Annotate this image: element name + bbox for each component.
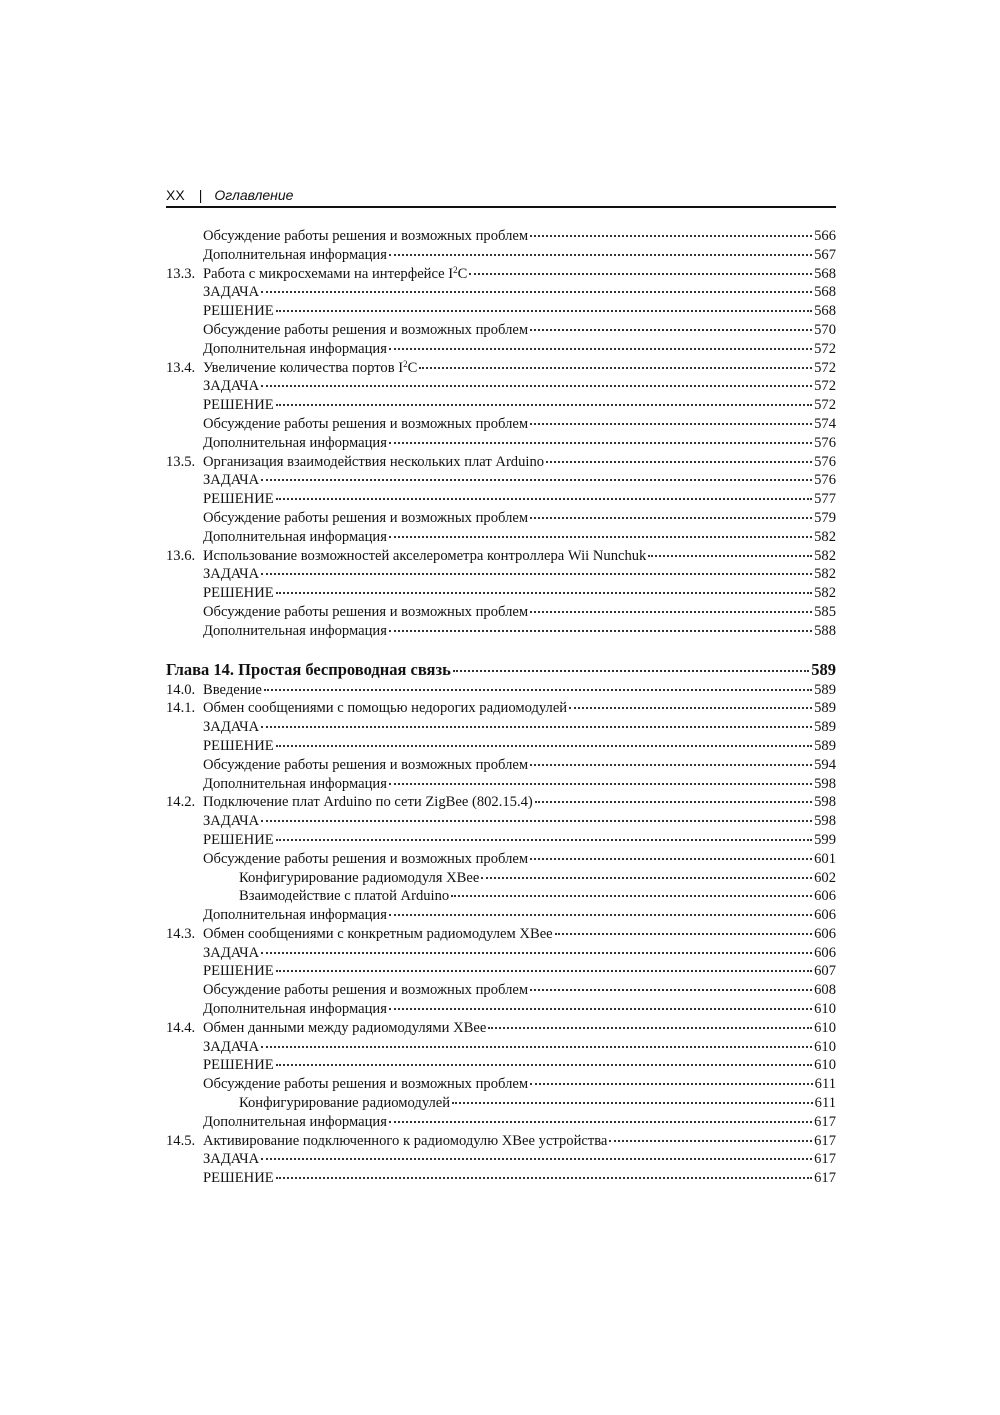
toc-entry-title: Обсуждение работы решения и возможных проблем — [203, 756, 529, 773]
toc-entry-title: Обсуждение работы решения и возможных проблем — [203, 228, 529, 244]
dot-leader — [530, 235, 812, 237]
dot-leader — [276, 1064, 812, 1066]
dot-leader — [261, 820, 812, 822]
toc-entry[interactable] — [166, 622, 836, 641]
dot-leader — [276, 1177, 812, 1179]
table-of-contents — [166, 227, 836, 1188]
dot-leader — [261, 573, 812, 575]
toc-entry-title: ЗАДАЧА — [203, 1038, 260, 1055]
toc-entry[interactable] — [166, 265, 836, 284]
toc-page-number: 572 — [814, 397, 836, 414]
toc-page-number: 589 — [814, 700, 836, 717]
dot-leader — [261, 479, 812, 481]
page-number: XX — [166, 187, 185, 203]
toc-page-number: 582 — [814, 528, 836, 545]
toc-entry-title: Обсуждение работы решения и возможных проблем — [203, 509, 529, 526]
toc-entry-title: РЕШЕНИЕ — [203, 831, 274, 848]
dot-leader — [261, 1046, 812, 1048]
dot-leader — [451, 895, 812, 897]
toc-page-number: 588 — [814, 622, 836, 639]
toc-page-number: 568 — [814, 303, 836, 320]
dot-leader — [261, 291, 812, 293]
toc-entry-title: Обсуждение работы решения и возможных проблем — [203, 1076, 529, 1093]
dot-leader — [389, 1121, 812, 1123]
dot-leader — [389, 442, 812, 444]
dot-leader — [389, 254, 812, 256]
toc-entry-title: РЕШЕНИЕ — [203, 963, 274, 980]
toc-entry-title: ЗАДАЧА — [203, 719, 260, 736]
dot-leader — [609, 1140, 812, 1142]
toc-entry-title: Работа с микросхемами на интерфейсе $I^2C$ — [203, 264, 468, 282]
toc-entry-title: РЕШЕНИЕ — [203, 737, 274, 754]
toc-entry[interactable] — [166, 737, 836, 756]
toc-entry-title: Дополнительная информация — [203, 1001, 387, 1018]
toc-page-number: 601 — [814, 850, 836, 867]
dot-leader — [276, 592, 812, 594]
toc-entry[interactable] — [166, 775, 836, 794]
dot-leader — [453, 670, 809, 672]
toc-entry[interactable] — [166, 453, 836, 472]
toc-entry-title: Дополнительная информация — [203, 340, 387, 357]
toc-page-number: 589 — [814, 719, 836, 736]
toc-page-number: 617 — [814, 1170, 836, 1187]
toc-page-number: 606 — [814, 944, 836, 961]
toc-entry[interactable] — [166, 718, 836, 737]
dot-leader — [530, 329, 812, 331]
toc-page-number: 568 — [814, 265, 836, 282]
dot-leader — [555, 933, 812, 935]
toc-entry[interactable] — [166, 906, 836, 925]
toc-chapter-entry[interactable] — [166, 659, 836, 681]
dot-leader — [469, 273, 812, 275]
toc-entry-title: Взаимодействие с платой Arduino — [239, 888, 450, 905]
toc-page-number: 598 — [814, 813, 836, 830]
toc-page-number: 585 — [814, 603, 836, 620]
toc-page-number: 608 — [814, 982, 836, 999]
toc-page-number: 576 — [814, 472, 836, 489]
dot-leader — [261, 1158, 812, 1160]
toc-entry[interactable] — [166, 227, 836, 246]
toc-entry-number: 14.0. — [166, 681, 196, 698]
toc-entry-title: Использование возможностей акселерометра контроллера Wii Nunchuk — [203, 547, 647, 564]
toc-entry[interactable] — [166, 359, 836, 378]
toc-entry-title: Обсуждение работы решения и возможных проблем — [203, 415, 529, 432]
toc-page-number: 611 — [814, 1076, 836, 1093]
dot-leader — [389, 1008, 812, 1010]
toc-page-number: 570 — [814, 321, 836, 338]
running-title: Оглавление — [214, 187, 294, 203]
toc-entry[interactable] — [166, 377, 836, 396]
toc-page-number: 577 — [814, 491, 836, 508]
dot-leader — [389, 783, 812, 785]
toc-entry[interactable] — [166, 850, 836, 869]
toc-entry[interactable] — [166, 302, 836, 321]
toc-entry-title: ЗАДАЧА — [203, 566, 260, 583]
dot-leader — [264, 689, 812, 691]
toc-entry[interactable] — [166, 812, 836, 831]
toc-entry[interactable] — [166, 962, 836, 981]
toc-page-number: 610 — [814, 1057, 836, 1074]
toc-page-number: 617 — [814, 1151, 836, 1168]
toc-entry-title: Подключение плат Arduino по сети ZigBee (802.15.4) — [203, 794, 533, 811]
dot-leader — [389, 536, 812, 538]
toc-page-number: 599 — [814, 831, 836, 848]
toc-page-number: 617 — [814, 1132, 836, 1149]
dot-leader — [546, 461, 812, 463]
dot-leader — [276, 310, 812, 312]
toc-page-number: 606 — [814, 925, 836, 942]
toc-entry-title: Конфигурирование радиомодуля XBee — [239, 869, 480, 886]
toc-page-number: 572 — [814, 378, 836, 395]
toc-entry[interactable] — [166, 699, 836, 718]
toc-page-number: 598 — [814, 794, 836, 811]
toc-entry-title: Дополнительная информация — [203, 907, 387, 924]
toc-entry[interactable] — [166, 283, 836, 302]
dot-leader — [261, 726, 812, 728]
dot-leader — [389, 630, 812, 632]
dot-leader — [481, 877, 812, 879]
toc-entry[interactable] — [166, 603, 836, 622]
dot-leader — [276, 498, 812, 500]
dot-leader — [389, 348, 812, 350]
toc-entry-title: ЗАДАЧА — [203, 1151, 260, 1168]
toc-entry-number: 13.3. — [166, 265, 196, 282]
toc-entry-title: Обмен данными между радиомодулями XBee — [203, 1019, 487, 1036]
toc-entry-title: Обсуждение работы решения и возможных проблем — [203, 603, 529, 620]
toc-entry-title: Дополнительная информация — [203, 246, 387, 263]
dot-leader — [530, 517, 812, 519]
toc-entry-title: Введение — [203, 681, 262, 698]
toc-page-number: 576 — [814, 434, 836, 451]
toc-entry-title: РЕШЕНИЕ — [203, 1170, 274, 1187]
toc-entry-title: Обмен сообщениями с помощью недорогих радиомодулей — [203, 700, 568, 717]
toc-entry-title: РЕШЕНИЕ — [203, 585, 274, 602]
toc-entry-number: 13.6. — [166, 547, 196, 564]
running-header — [166, 186, 836, 208]
dot-leader — [535, 801, 812, 803]
toc-entry[interactable] — [166, 471, 836, 490]
toc-entry[interactable] — [166, 509, 836, 528]
dot-leader — [452, 1102, 813, 1104]
toc-entry[interactable] — [166, 490, 836, 509]
toc-entry[interactable] — [166, 1094, 836, 1113]
toc-entry[interactable] — [166, 1000, 836, 1019]
toc-entry-title: Глава 14. Простая беспроводная связь — [166, 659, 451, 679]
toc-entry[interactable] — [166, 869, 836, 888]
toc-page-number: 572 — [814, 359, 836, 376]
toc-page-number: 574 — [814, 415, 836, 432]
toc-entry[interactable] — [166, 1169, 836, 1188]
toc-entry-title: Конфигурирование радиомодулей — [239, 1095, 451, 1112]
toc-page-number: 602 — [814, 869, 836, 886]
toc-page-number: 594 — [814, 756, 836, 773]
toc-entry-title: Обсуждение работы решения и возможных проблем — [203, 982, 529, 999]
toc-page-number: 589 — [814, 737, 836, 754]
toc-page-number: 572 — [814, 340, 836, 357]
toc-entry-number: 14.3. — [166, 925, 196, 942]
dot-leader — [569, 707, 812, 709]
toc-page-number: 582 — [814, 585, 836, 602]
toc-entry[interactable] — [166, 1132, 836, 1151]
toc-entry-title: Увеличение количества портов $I^2C$ — [203, 358, 418, 376]
dot-leader — [419, 367, 812, 369]
dot-leader — [276, 839, 812, 841]
toc-entry[interactable] — [166, 1019, 836, 1038]
toc-entry[interactable] — [166, 396, 836, 415]
dot-leader — [261, 952, 812, 954]
toc-entry[interactable] — [166, 434, 836, 453]
dot-leader — [261, 385, 812, 387]
toc-entry-title: РЕШЕНИЕ — [203, 491, 274, 508]
toc-entry[interactable] — [166, 1075, 836, 1094]
toc-page-number: 576 — [814, 453, 836, 470]
toc-entry[interactable] — [166, 1056, 836, 1075]
toc-entry-title: Дополнительная информация — [203, 622, 387, 639]
toc-page-number: 610 — [814, 1001, 836, 1018]
toc-page-number: 567 — [814, 246, 836, 263]
toc-entry-title: Обмен сообщениями с конкретным радиомодулем XBee — [203, 925, 553, 942]
dot-leader — [276, 970, 812, 972]
dot-leader — [276, 745, 812, 747]
toc-entry[interactable] — [166, 681, 836, 700]
toc-entry[interactable] — [166, 1113, 836, 1132]
toc-entry-number: 14.4. — [166, 1019, 196, 1036]
toc-entry[interactable] — [166, 793, 836, 812]
toc-entry-title: ЗАДАЧА — [203, 378, 260, 395]
toc-entry-title: Обсуждение работы решения и возможных проблем — [203, 321, 529, 338]
header-separator: | — [198, 187, 203, 203]
toc-entry-number: 14.1. — [166, 700, 196, 717]
toc-page-number: 582 — [814, 547, 836, 564]
toc-entry-title: Обсуждение работы решения и возможных проблем — [203, 850, 529, 867]
dot-leader — [530, 611, 812, 613]
toc-entry[interactable] — [166, 321, 836, 340]
toc-entry-number: 14.2. — [166, 794, 196, 811]
dot-leader — [389, 914, 812, 916]
toc-entry[interactable] — [166, 887, 836, 906]
dot-leader — [530, 423, 812, 425]
toc-page-number: 568 — [814, 284, 836, 301]
toc-entry-title: ЗАДАЧА — [203, 813, 260, 830]
toc-entry[interactable] — [166, 528, 836, 547]
toc-entry-title: Организация взаимодействия нескольких плат Arduino — [203, 453, 545, 470]
dot-leader — [530, 1083, 813, 1085]
toc-entry[interactable] — [166, 981, 836, 1000]
dot-leader — [530, 989, 812, 991]
toc-entry-number: 13.5. — [166, 453, 196, 470]
toc-entry[interactable] — [166, 944, 836, 963]
toc-entry-title: Дополнительная информация — [203, 1113, 387, 1130]
toc-entry-title: РЕШЕНИЕ — [203, 303, 274, 320]
dot-leader — [530, 858, 812, 860]
superscript: 2 — [403, 358, 408, 369]
toc-entry[interactable] — [166, 831, 836, 850]
toc-page-number: 579 — [814, 509, 836, 526]
toc-page-number: 589 — [814, 681, 836, 698]
dot-leader — [488, 1027, 812, 1029]
toc-entry-title: Дополнительная информация — [203, 528, 387, 545]
toc-entry[interactable] — [166, 246, 836, 265]
toc-entry[interactable] — [166, 547, 836, 566]
toc-page-number: 606 — [814, 888, 836, 905]
superscript: 2 — [453, 264, 458, 275]
toc-entry-title: Дополнительная информация — [203, 775, 387, 792]
toc-entry[interactable] — [166, 925, 836, 944]
toc-page-number: 589 — [811, 659, 836, 679]
toc-page-number: 607 — [814, 963, 836, 980]
toc-page-number: 610 — [814, 1038, 836, 1055]
dot-leader — [530, 764, 812, 766]
toc-entry[interactable] — [166, 756, 836, 775]
toc-entry[interactable] — [166, 584, 836, 603]
dot-leader — [276, 404, 812, 406]
toc-entry[interactable] — [166, 565, 836, 584]
toc-page-number: 617 — [814, 1113, 836, 1130]
toc-entry[interactable] — [166, 340, 836, 359]
toc-entry-title: РЕШЕНИЕ — [203, 1057, 274, 1074]
toc-page-number: 566 — [814, 228, 836, 244]
toc-entry-title: Дополнительная информация — [203, 434, 387, 451]
toc-page-number: 610 — [814, 1019, 836, 1036]
toc-entry[interactable] — [166, 1038, 836, 1057]
toc-entry-number: 14.5. — [166, 1132, 196, 1149]
toc-entry-title: ЗАДАЧА — [203, 472, 260, 489]
toc-page-number: 582 — [814, 566, 836, 583]
toc-entry-title: ЗАДАЧА — [203, 944, 260, 961]
toc-page-number: 611 — [814, 1095, 836, 1112]
toc-entry-title: РЕШЕНИЕ — [203, 397, 274, 414]
toc-entry[interactable] — [166, 1150, 836, 1169]
toc-entry-title: ЗАДАЧА — [203, 284, 260, 301]
toc-entry-title: Активирование подключенного к радиомодулю XBee устройства — [203, 1132, 608, 1149]
toc-page-number: 606 — [814, 907, 836, 924]
toc-entry-number: 13.4. — [166, 359, 196, 376]
dot-leader — [648, 555, 812, 557]
toc-entry[interactable] — [166, 415, 836, 434]
toc-page-number: 598 — [814, 775, 836, 792]
